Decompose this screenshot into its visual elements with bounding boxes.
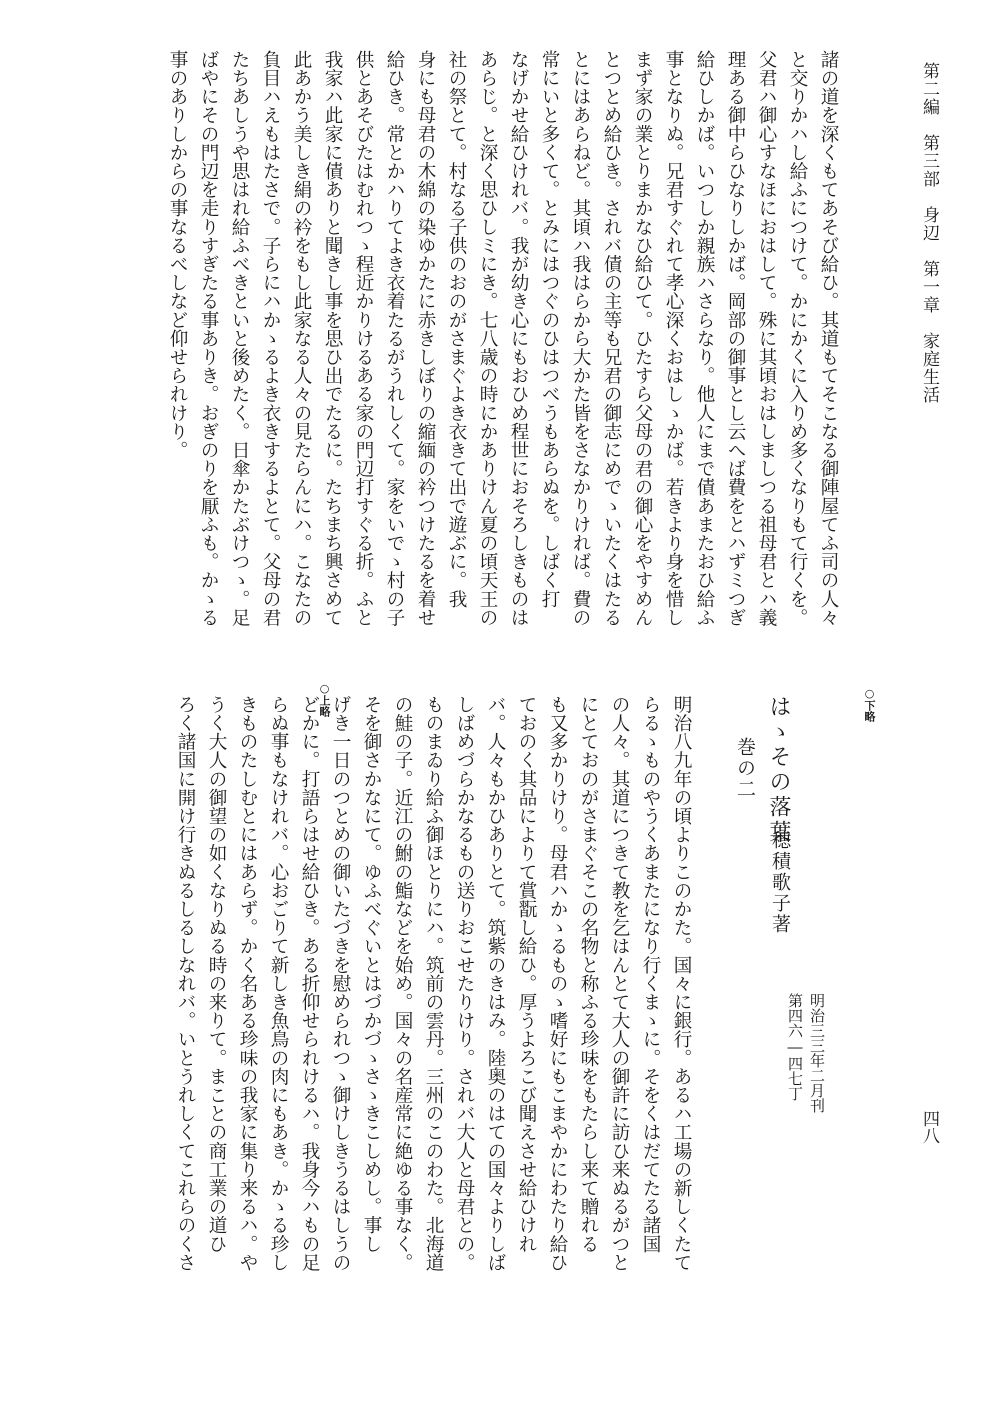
upper-column: と交りかハし給ふにつけて。かにかくに入りめ多くなりもて行くを。: [787, 50, 808, 627]
lower-column: らぬ事もなけれバ。心おごりて新しき魚鳥の肉にもあき。かゝる珍し: [268, 695, 289, 1272]
upper-column: 事となりぬ。兄君すぐれて孝心深くおはしゝかば。若きより身を惜し: [663, 50, 684, 627]
running-header: 第二編 第三部 身辺 第一章 家庭生活: [919, 62, 939, 404]
page-number: 四八: [919, 1110, 939, 1144]
omission-mark: ○下略: [863, 687, 876, 722]
lower-column: ろく諸国に開け行きぬるしるしなれバ。いとうれしくてこれらのくさ: [175, 695, 196, 1272]
upper-column: 常にいと多くて。とみにはつぐのひはつべうもあらぬを。しばく打: [539, 50, 560, 608]
upper-column: 理ある御中らひなりしかば。岡部の御事とし云へば費をとハずミつぎ: [725, 50, 746, 627]
upper-column: 此あかう美しき絹の衿をもし此家なる人々の見たらんにハ。こなたの: [291, 50, 312, 627]
upper-column: とつとめ給ひき。されバ債の主等も兄君の御志にめでゝいたくはたる: [601, 50, 622, 627]
lower-column: げき一日のつとめの御いたづきを慰められつゝ御けしきうるはしうの: [330, 695, 351, 1272]
source-reference: 第四六―四七丁: [786, 993, 804, 1101]
upper-column: 供とあそびたはむれつゝ程近かりけるある家の門辺打すぐる折。ふと: [353, 50, 374, 627]
lower-column: 明治八九年の頃よりこのかた。国々に銀行。あるハ工場の新しくたて: [671, 695, 692, 1272]
lower-column: ものまゐり給ふ御ほとりにハ。筑前の雲丹。三州のこのわた。北海道: [423, 695, 444, 1272]
source-reference: 明治三三年二月刊: [808, 993, 826, 1113]
source-author: 穂積歌子著: [769, 830, 791, 935]
lower-column: そを御さかなにて。ゆふべぐいとはづかづゝさゝきこしめし。事し: [361, 695, 382, 1253]
lower-column: の鮭の子。近江の鮒の鮨などを始め。国々の名産常に絶ゆる事なく。: [392, 695, 413, 1272]
upper-column: 我家ハ此家に債ありと聞きし事を思ひ出でたるに。たちまち興さめて: [322, 50, 343, 627]
volume-label: 巻の二: [734, 737, 756, 800]
upper-column: 父君ハ御心すなほにおはして。殊に其頃おはしましつる祖母君とハ義: [756, 50, 777, 627]
upper-column: 負目ハえもはたさで。子らにハかゝるよき衣きするよとて。父母の君: [260, 50, 281, 627]
lower-column: どかに。打語らはせ給ひき。ある折仰せられけるハ。我身今ハもの足: [299, 695, 320, 1272]
source-title: はゝその落葉: [766, 695, 791, 845]
lower-column: バ。人々もかひありとて。筑紫のきはみ。陸奥のはての国々よりしば: [485, 695, 506, 1272]
upper-column: たちあしうや思はれ給ふべきといと後めたく。日傘かたぶけつゝ。足: [229, 50, 250, 627]
lower-column: うく大人の御望の如くなりぬる時の来りて。まことの商工業の道ひ: [206, 695, 227, 1253]
upper-column: 給ひき。常とかハりてよき衣着たるがうれしくて。家をいでゝ村の子: [384, 50, 405, 627]
lower-column: にとておのがさまぐそこの名物と称ふる珍味をもたらし来て贈れる: [578, 695, 599, 1253]
omission-mark: ○上略: [318, 682, 331, 717]
upper-column: 諸の道を深くもてあそび給ひ。其道もてそこなる御陣屋てふ司の人々: [818, 50, 839, 627]
upper-column: なげかせ給ひけれバ。我が幼き心にもおひめ程世におそろしきものは: [508, 50, 529, 627]
upper-column: あらじ。と深く思ひしミにき。七八歳の時にかありけん夏の頃天王の: [477, 50, 498, 627]
lower-column: ておのく其品によりて賞翫し給ひ。厚うよろこび聞えさせ給ひけれ: [516, 695, 537, 1253]
lower-column: きものたしむとにはあらず。かく名ある珍味の我家に集り来るハ。や: [237, 695, 258, 1272]
lower-column: しばめづらかなるもの送りおこせたりけり。されバ大人と母君との。: [454, 695, 475, 1272]
lower-column: も又多かりけり。母君ハかゝるものゝ嗜好にもこまやかにわたり給ひ: [547, 695, 568, 1272]
lower-column: の人々。其道につきて教を乞はんとて大人の御許に訪ひ来ぬるがつと: [609, 695, 630, 1272]
upper-column: 社の祭とて。村なる子供のおのがさまぐよき衣きて出で遊ぶに。我: [446, 50, 467, 608]
upper-column: 事のありしからの事なるべしなど仰せられけり。: [167, 50, 188, 460]
upper-column: 身にも母君の木綿の染ゆかたに赤きしぼりの縮緬の衿つけたるを着せ: [415, 50, 436, 627]
upper-column: まず家の業とりまかなひ給ひて。ひたすら父母の君の御心をやすめん: [632, 50, 653, 627]
lower-column: らるゝものやうくあまたになり行くまゝに。そをくはだてたる諸国: [640, 695, 661, 1253]
upper-column: ばやにその門辺を走りすぎたる事ありき。おぎのりを厭ふも。かゝる: [198, 50, 219, 627]
upper-column: 給ひしかば。いつしか親族ハさらなり。他人にまで債あまたおひ給ふ: [694, 50, 715, 627]
upper-column: とにはあらねど。其頃ハ我はらから大かた皆をさなかりければ。費の: [570, 50, 591, 627]
